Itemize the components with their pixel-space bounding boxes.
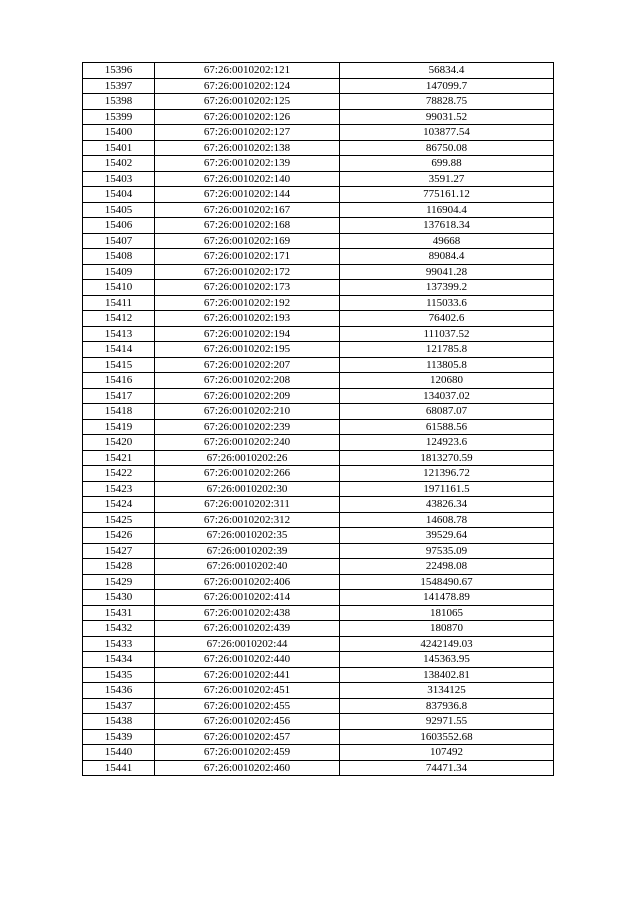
row-number-cell: 15421 [83,450,155,466]
cadastral-number-cell: 67:26:0010202:172 [155,264,340,280]
row-number-cell: 15438 [83,714,155,730]
value-cell: 1971161.5 [340,481,554,497]
row-number-cell: 15426 [83,528,155,544]
row-number-cell: 15440 [83,745,155,761]
cadastral-number-cell: 67:26:0010202:30 [155,481,340,497]
cadastral-number-cell: 67:26:0010202:414 [155,590,340,606]
table-row [83,760,554,776]
row-number-cell: 15420 [83,435,155,451]
row-number-cell: 15425 [83,512,155,528]
value-cell: 4242149.03 [340,636,554,652]
table-row [83,419,554,435]
table-row [83,311,554,327]
table-row [83,745,554,761]
table-row [83,94,554,110]
table-row [83,528,554,544]
row-number-cell: 15429 [83,574,155,590]
value-cell: 14608.78 [340,512,554,528]
cadastral-number-cell: 67:26:0010202:193 [155,311,340,327]
value-cell: 86750.08 [340,140,554,156]
row-number-cell: 15397 [83,78,155,94]
row-number-cell: 15441 [83,760,155,776]
cadastral-number-cell: 67:26:0010202:168 [155,218,340,234]
row-number-cell: 15432 [83,621,155,637]
row-number-cell: 15422 [83,466,155,482]
row-number-cell: 15412 [83,311,155,327]
cadastral-number-cell: 67:26:0010202:173 [155,280,340,296]
row-number-cell: 15435 [83,667,155,683]
value-cell: 180870 [340,621,554,637]
row-number-cell: 15408 [83,249,155,265]
value-cell: 141478.89 [340,590,554,606]
table-row [83,233,554,249]
row-number-cell: 15431 [83,605,155,621]
cadastral-number-cell: 67:26:0010202:456 [155,714,340,730]
value-cell: 89084.4 [340,249,554,265]
value-cell: 181065 [340,605,554,621]
row-number-cell: 15411 [83,295,155,311]
cadastral-number-cell: 67:26:0010202:192 [155,295,340,311]
cadastral-number-cell: 67:26:0010202:124 [155,78,340,94]
value-cell: 1813270.59 [340,450,554,466]
row-number-cell: 15439 [83,729,155,745]
value-cell: 99041.28 [340,264,554,280]
row-number-cell: 15414 [83,342,155,358]
cadastral-value-table [82,62,554,776]
value-cell: 3591.27 [340,171,554,187]
row-number-cell: 15404 [83,187,155,203]
cadastral-number-cell: 67:26:0010202:209 [155,388,340,404]
table-row [83,326,554,342]
value-cell: 43826.34 [340,497,554,513]
row-number-cell: 15406 [83,218,155,234]
cadastral-number-cell: 67:26:0010202:140 [155,171,340,187]
value-cell: 116904.4 [340,202,554,218]
value-cell: 124923.6 [340,435,554,451]
row-number-cell: 15418 [83,404,155,420]
value-cell: 39529.64 [340,528,554,544]
table-row [83,404,554,420]
table-row [83,435,554,451]
row-number-cell: 15416 [83,373,155,389]
cadastral-number-cell: 67:26:0010202:441 [155,667,340,683]
cadastral-number-cell: 67:26:0010202:40 [155,559,340,575]
cadastral-number-cell: 67:26:0010202:194 [155,326,340,342]
cadastral-number-cell: 67:26:0010202:35 [155,528,340,544]
row-number-cell: 15398 [83,94,155,110]
table-row [83,373,554,389]
row-number-cell: 15437 [83,698,155,714]
value-cell: 22498.08 [340,559,554,575]
row-number-cell: 15415 [83,357,155,373]
cadastral-number-cell: 67:26:0010202:240 [155,435,340,451]
row-number-cell: 15424 [83,497,155,513]
row-number-cell: 15419 [83,419,155,435]
row-number-cell: 15410 [83,280,155,296]
table-row [83,466,554,482]
table-row [83,652,554,668]
table-row [83,497,554,513]
table-row [83,109,554,125]
cadastral-number-cell: 67:26:0010202:195 [155,342,340,358]
table-row [83,590,554,606]
value-cell: 145363.95 [340,652,554,668]
value-cell: 107492 [340,745,554,761]
cadastral-number-cell: 67:26:0010202:406 [155,574,340,590]
row-number-cell: 15423 [83,481,155,497]
row-number-cell: 15417 [83,388,155,404]
row-number-cell: 15430 [83,590,155,606]
cadastral-number-cell: 67:26:0010202:167 [155,202,340,218]
cadastral-number-cell: 67:26:0010202:207 [155,357,340,373]
cadastral-number-cell: 67:26:0010202:311 [155,497,340,513]
value-cell: 775161.12 [340,187,554,203]
row-number-cell: 15428 [83,559,155,575]
value-cell: 137618.34 [340,218,554,234]
value-cell: 3134125 [340,683,554,699]
table-row [83,249,554,265]
cadastral-number-cell: 67:26:0010202:266 [155,466,340,482]
row-number-cell: 15433 [83,636,155,652]
value-cell: 74471.34 [340,760,554,776]
value-cell: 147099.7 [340,78,554,94]
value-cell: 103877.54 [340,125,554,141]
value-cell: 699.88 [340,156,554,172]
table-row [83,605,554,621]
value-cell: 120680 [340,373,554,389]
table-row [83,264,554,280]
cadastral-number-cell: 67:26:0010202:139 [155,156,340,172]
cadastral-number-cell: 67:26:0010202:439 [155,621,340,637]
cadastral-number-cell: 67:26:0010202:144 [155,187,340,203]
value-cell: 111037.52 [340,326,554,342]
row-number-cell: 15403 [83,171,155,187]
value-cell: 56834.4 [340,63,554,79]
table-row [83,187,554,203]
row-number-cell: 15413 [83,326,155,342]
value-cell: 121785.8 [340,342,554,358]
cadastral-number-cell: 67:26:0010202:125 [155,94,340,110]
table-row [83,388,554,404]
cadastral-number-cell: 67:26:0010202:312 [155,512,340,528]
value-cell: 837936.8 [340,698,554,714]
value-cell: 1603552.68 [340,729,554,745]
cadastral-number-cell: 67:26:0010202:457 [155,729,340,745]
table-row [83,667,554,683]
table-row [83,295,554,311]
cadastral-number-cell: 67:26:0010202:455 [155,698,340,714]
table-row [83,156,554,172]
value-cell: 76402.6 [340,311,554,327]
table-row [83,357,554,373]
table-row [83,543,554,559]
table-row [83,78,554,94]
cadastral-number-cell: 67:26:0010202:459 [155,745,340,761]
table-row [83,140,554,156]
row-number-cell: 15436 [83,683,155,699]
cadastral-number-cell: 67:26:0010202:210 [155,404,340,420]
cadastral-number-cell: 67:26:0010202:169 [155,233,340,249]
value-cell: 49668 [340,233,554,249]
table-row [83,729,554,745]
value-cell: 97535.09 [340,543,554,559]
row-number-cell: 15401 [83,140,155,156]
cadastral-number-cell: 67:26:0010202:44 [155,636,340,652]
table-row [83,636,554,652]
value-cell: 68087.07 [340,404,554,420]
row-number-cell: 15434 [83,652,155,668]
value-cell: 61588.56 [340,419,554,435]
table-row [83,574,554,590]
table-row [83,280,554,296]
table-row [83,63,554,79]
cadastral-number-cell: 67:26:0010202:440 [155,652,340,668]
table-row [83,714,554,730]
cadastral-number-cell: 67:26:0010202:26 [155,450,340,466]
value-cell: 137399.2 [340,280,554,296]
table-row [83,559,554,575]
table-row [83,125,554,141]
value-cell: 134037.02 [340,388,554,404]
row-number-cell: 15400 [83,125,155,141]
table-body [83,63,554,776]
table-row [83,202,554,218]
table-row [83,481,554,497]
cadastral-number-cell: 67:26:0010202:127 [155,125,340,141]
value-cell: 138402.81 [340,667,554,683]
cadastral-number-cell: 67:26:0010202:438 [155,605,340,621]
row-number-cell: 15427 [83,543,155,559]
cadastral-number-cell: 67:26:0010202:138 [155,140,340,156]
row-number-cell: 15409 [83,264,155,280]
cadastral-number-cell: 67:26:0010202:451 [155,683,340,699]
cadastral-number-cell: 67:26:0010202:121 [155,63,340,79]
cadastral-number-cell: 67:26:0010202:460 [155,760,340,776]
value-cell: 99031.52 [340,109,554,125]
cadastral-number-cell: 67:26:0010202:39 [155,543,340,559]
row-number-cell: 15396 [83,63,155,79]
value-cell: 1548490.67 [340,574,554,590]
table-row [83,683,554,699]
row-number-cell: 15405 [83,202,155,218]
row-number-cell: 15407 [83,233,155,249]
table-row [83,171,554,187]
value-cell: 121396.72 [340,466,554,482]
value-cell: 115033.6 [340,295,554,311]
value-cell: 92971.55 [340,714,554,730]
row-number-cell: 15399 [83,109,155,125]
cadastral-number-cell: 67:26:0010202:171 [155,249,340,265]
cadastral-number-cell: 67:26:0010202:126 [155,109,340,125]
cadastral-number-cell: 67:26:0010202:239 [155,419,340,435]
cadastral-number-cell: 67:26:0010202:208 [155,373,340,389]
table-row [83,512,554,528]
row-number-cell: 15402 [83,156,155,172]
table-row [83,342,554,358]
table-row [83,698,554,714]
value-cell: 78828.75 [340,94,554,110]
table-row [83,218,554,234]
value-cell: 113805.8 [340,357,554,373]
table-row [83,621,554,637]
table-row [83,450,554,466]
